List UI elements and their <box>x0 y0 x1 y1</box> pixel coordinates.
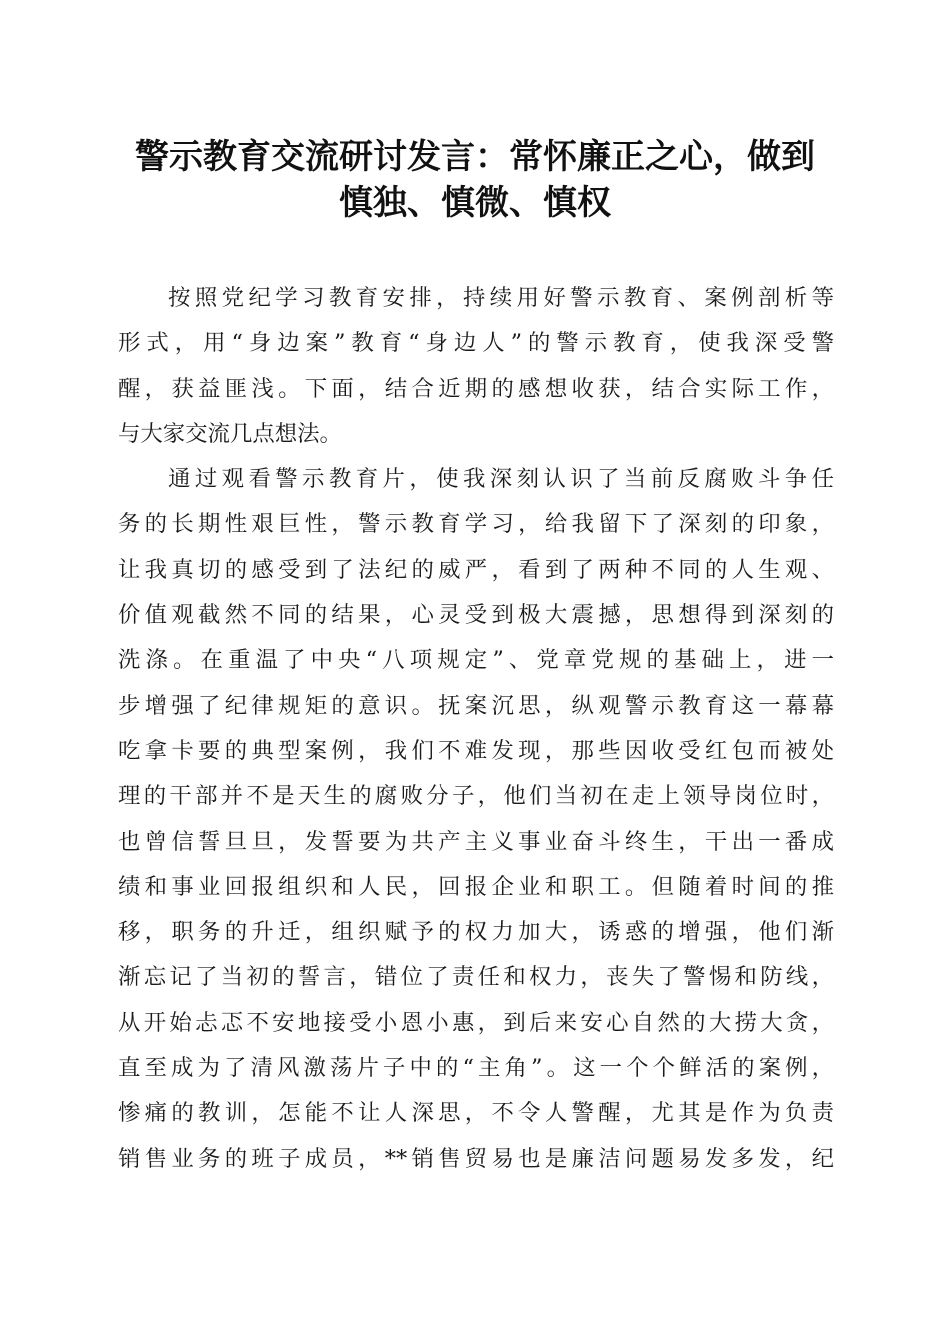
document-body <box>118 276 834 1182</box>
text-line: 渐忘记了当初的誓言，错位了责任和权力，丧失了警惕和防线， <box>118 964 834 991</box>
document-title <box>100 134 850 226</box>
text-line: 惨痛的教训，怎能不让人深思，不令人警醒，尤其是作为负责 <box>118 1100 834 1127</box>
text-line: 直至成为了清风激荡片子中的“主角”。这一个个鲜活的案例， <box>118 1055 834 1082</box>
title-line: 慎独、慎微、慎权 <box>339 183 611 223</box>
paragraph-reflection <box>118 457 834 1182</box>
paragraph-intro <box>118 276 834 457</box>
text-line: 从开始忐忑不安地接受小恩小惠，到后来安心自然的大捞大贪， <box>118 1009 834 1036</box>
text-line: 理的干部并不是天生的腐败分子，他们当初在走上领导岗位时， <box>118 783 834 810</box>
text-line: 形式，用“身边案”教育“身边人”的警示教育，使我深受警 <box>118 330 834 357</box>
text-line: 务的长期性艰巨性，警示教育学习，给我留下了深刻的印象， <box>118 511 834 538</box>
text-line: 与大家交流几点想法。 <box>118 420 342 447</box>
text-line: 醒，获益匪浅。下面，结合近期的感想收获，结合实际工作， <box>118 375 834 402</box>
text-line: 绩和事业回报组织和人民，回报企业和职工。但随着时间的推 <box>118 873 834 900</box>
text-line: 也曾信誓旦旦，发誓要为共产主义事业奋斗终生，干出一番成 <box>118 828 834 855</box>
text-line: 移，职务的升迁，组织赋予的权力加大，诱惑的增强，他们渐 <box>118 919 834 946</box>
text-line: 步增强了纪律规矩的意识。抚案沉思，纵观警示教育这一幕幕 <box>118 692 834 719</box>
text-line: 价值观截然不同的结果，心灵受到极大震撼，思想得到深刻的 <box>118 602 834 629</box>
text-line: 吃拿卡要的典型案例，我们不难发现，那些因收受红包而被处 <box>118 737 834 764</box>
text-line: 让我真切的感受到了法纪的威严，看到了两种不同的人生观、 <box>118 556 834 583</box>
text-line: 洗涤。在重温了中央“八项规定”、党章党规的基础上，进一 <box>118 647 834 674</box>
text-line: 销售业务的班子成员，**销售贸易也是廉洁问题易发多发，纪 <box>118 1145 834 1172</box>
text-line: 按照党纪学习教育安排，持续用好警示教育、案例剖析等 <box>168 285 834 311</box>
title-line: 警示教育交流研讨发言：常怀廉正之心，做到 <box>135 137 815 177</box>
text-line: 通过观看警示教育片，使我深刻认识了当前反腐败斗争任 <box>168 466 834 493</box>
